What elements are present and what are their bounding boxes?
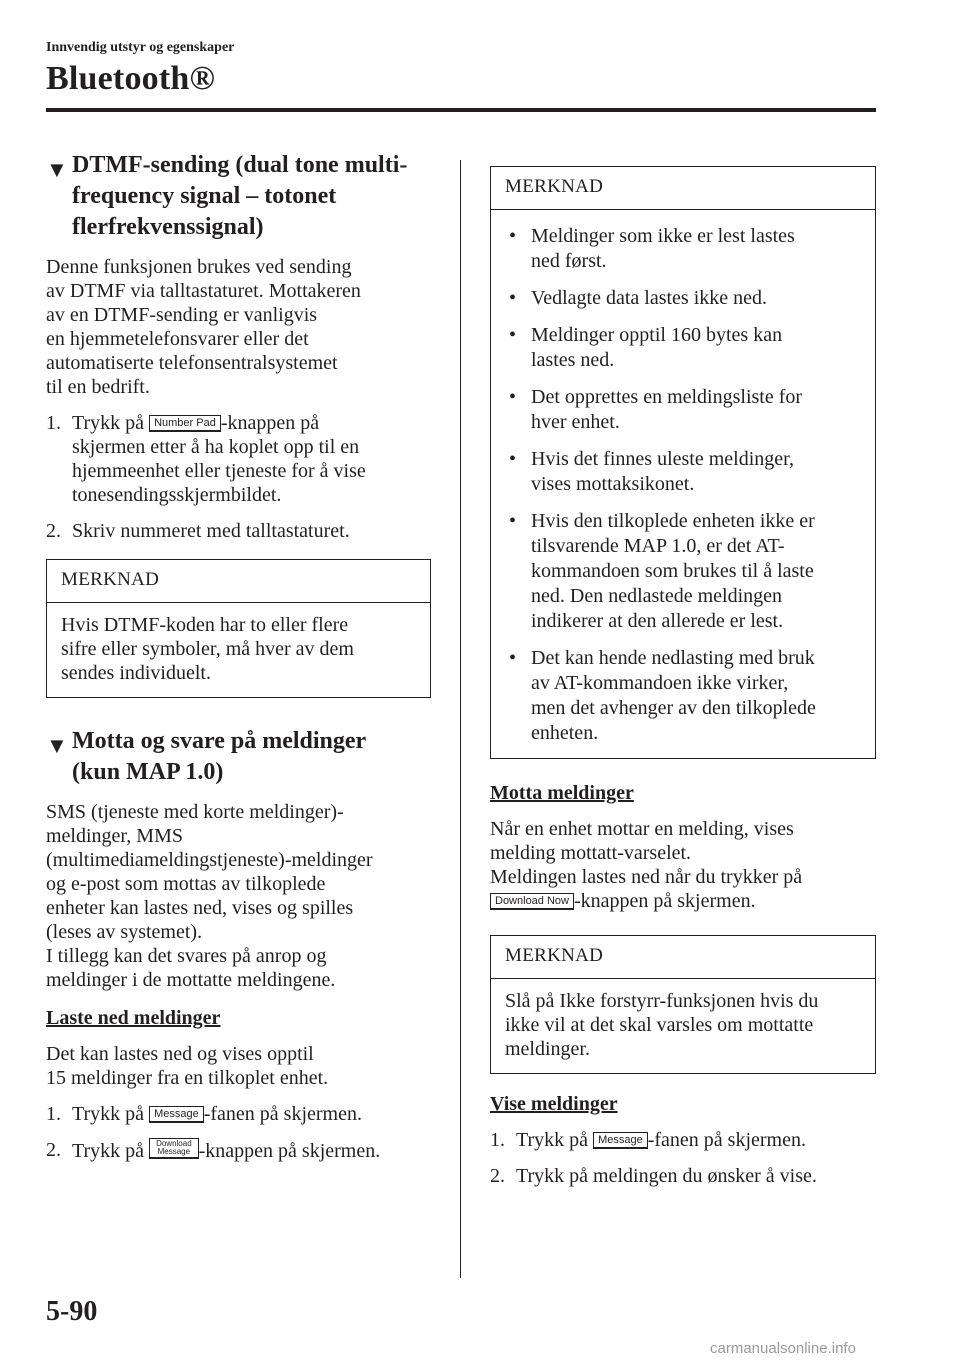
dtmf-note xyxy=(46,559,431,698)
note-title: MERKNAD xyxy=(491,936,875,979)
step-number: 1. xyxy=(46,1103,61,1125)
note-bullet xyxy=(505,646,861,746)
bullet-icon: • xyxy=(509,324,517,346)
step-text-pre: Trykk på xyxy=(516,1129,594,1151)
bullet-text: Vedlagte data lastes ikke ned. xyxy=(531,287,768,309)
disturb-note xyxy=(490,935,876,1074)
note-bullet xyxy=(505,385,861,435)
note-bullet xyxy=(505,224,861,274)
bullet-icon: • xyxy=(509,225,517,247)
note-body: Hvis DTMF-koden har to eller flere sifre eller symboler, må hver av dem sendes individuelt. xyxy=(61,614,354,684)
step-text-post: -fanen på skjermen. xyxy=(203,1103,362,1125)
note-bullet xyxy=(505,509,861,634)
step-text-post: -knappen på skjermen. xyxy=(198,1140,381,1162)
view-heading: Vise meldinger xyxy=(490,1093,618,1115)
dtmf-step-1 xyxy=(46,411,431,507)
dtmf-step-2 xyxy=(46,519,431,543)
messages-heading xyxy=(46,726,431,788)
step-number: 1. xyxy=(490,1129,505,1151)
triangle-icon: ▼ xyxy=(46,157,68,182)
receive-text-post: -knappen på skjermen. xyxy=(573,890,756,912)
dtmf-intro: Denne funksjonen brukes ved sending av DTMF via talltastaturet. Mottakeren av en DTMF-sending er vanligvis en hjemmetelefonsvarer eller det automatiserte telefonsentralsystemet til en bedrift. xyxy=(46,256,361,398)
bullet-text: Meldinger som ikke er lest lastes ned først. xyxy=(531,225,795,272)
bullet-text: Det opprettes en meldingsliste for hver enhet. xyxy=(531,386,803,433)
note-bullet xyxy=(505,286,861,311)
step-text-post: -fanen på skjermen. xyxy=(647,1129,806,1151)
note-title: MERKNAD xyxy=(47,560,430,603)
step-text-pre: Trykk på xyxy=(72,1140,150,1162)
view-step-1 xyxy=(490,1128,876,1152)
note-body: Slå på Ikke forstyrr-funksjonen hvis du ikke vil at det skal varsles om mottatte meldinger. xyxy=(505,990,819,1060)
bullet-icon: • xyxy=(509,386,517,408)
step-text-pre: Trykk på xyxy=(72,412,150,434)
bullet-text: Hvis den tilkoplede enheten ikke er tilsvarende MAP 1.0, er det AT- kommandoen som brukes til å laste ned. Den nedlastede meldingen indikerer at den allerede er lest. xyxy=(531,510,815,632)
download-heading: Laste ned meldinger xyxy=(46,1007,221,1029)
step-number: 2. xyxy=(46,1139,61,1161)
download-step-2 xyxy=(46,1138,431,1163)
messages-intro: SMS (tjeneste med korte meldinger)- meldinger, MMS (multimediameldingstjeneste)-meldinger og e-post som mottas av tilkoplede enheter kan lastes ned, vises og spilles (leses av systemet). I tillegg kan det svares på anrop og meldinger i de mottatte meldingene. xyxy=(46,801,373,991)
step-text: Trykk på meldingen du ønsker å vise. xyxy=(516,1165,817,1187)
messages-heading-text: Motta og svare på meldinger (kun MAP 1.0) xyxy=(72,728,367,785)
bullet-text: Meldinger opptil 160 bytes kan lastes ned. xyxy=(531,324,783,371)
note-bullet xyxy=(505,447,861,497)
step-text-pre: Trykk på xyxy=(72,1103,150,1125)
dtmf-heading xyxy=(46,150,431,243)
view-step-2 xyxy=(490,1164,876,1188)
receive-heading: Motta meldinger xyxy=(490,782,634,804)
step-number: 1. xyxy=(46,412,61,434)
step-number: 2. xyxy=(46,520,61,542)
step-text xyxy=(516,1129,806,1151)
button-line-1: Download xyxy=(156,1139,192,1148)
section-label: Innvendig utstyr og egenskaper xyxy=(46,40,235,55)
right-column xyxy=(490,166,876,1188)
step-number: 2. xyxy=(490,1165,505,1187)
download-text: Det kan lastes ned og vises opptil 15 meldinger fra en tilkoplet enhet. xyxy=(46,1043,329,1089)
receive-text: Når en enhet mottar en melding, vises melding mottatt-varselet. Meldingen lastes ned når du trykker på xyxy=(490,818,803,888)
message-tab-button[interactable]: Message xyxy=(593,1132,648,1149)
left-column xyxy=(46,150,431,1163)
message-tab-button[interactable]: Message xyxy=(149,1106,204,1123)
button-line-2: Message xyxy=(157,1147,191,1156)
step-text: Skriv nummeret med talltastaturet. xyxy=(72,520,350,542)
page-title: Bluetooth® xyxy=(46,60,216,97)
number-pad-button[interactable]: Number Pad xyxy=(149,415,221,432)
download-step-1 xyxy=(46,1102,431,1126)
dtmf-heading-text: DTMF-sending (dual tone multi- frequency signal – totonet flerfrekvenssignal) xyxy=(72,152,408,240)
download-message-button[interactable] xyxy=(149,1138,199,1159)
bullet-text: Det kan hende nedlasting med bruk av AT-kommandoen ikke virker, men det avhenger av den tilkoplede enheten. xyxy=(531,647,816,744)
step-text xyxy=(72,1140,380,1162)
note-bullet xyxy=(505,323,861,373)
title-rule xyxy=(46,108,876,112)
note-bullets xyxy=(491,210,875,758)
bullet-text: Hvis det finnes uleste meldinger, vises mottaksikonet. xyxy=(531,448,795,495)
triangle-icon: ▼ xyxy=(46,733,68,758)
watermark: carmanualsonline.info xyxy=(710,1340,856,1357)
bullet-icon: • xyxy=(509,287,517,309)
receive-button-line xyxy=(490,889,876,913)
page-number: 5-90 xyxy=(46,1296,98,1327)
bullet-icon: • xyxy=(509,448,517,470)
column-divider xyxy=(460,160,461,1278)
messages-note xyxy=(490,166,876,759)
bullet-icon: • xyxy=(509,510,517,532)
download-now-button[interactable]: Download Now xyxy=(490,893,574,910)
step-text-post: -knappen på skjermen etter å ha koplet opp til en hjemmeenhet eller tjeneste for å vise tonesendingsskjermbildet. xyxy=(72,412,366,506)
note-title: MERKNAD xyxy=(491,167,875,210)
step-text xyxy=(72,412,366,506)
step-text xyxy=(72,1103,362,1125)
bullet-icon: • xyxy=(509,647,517,669)
